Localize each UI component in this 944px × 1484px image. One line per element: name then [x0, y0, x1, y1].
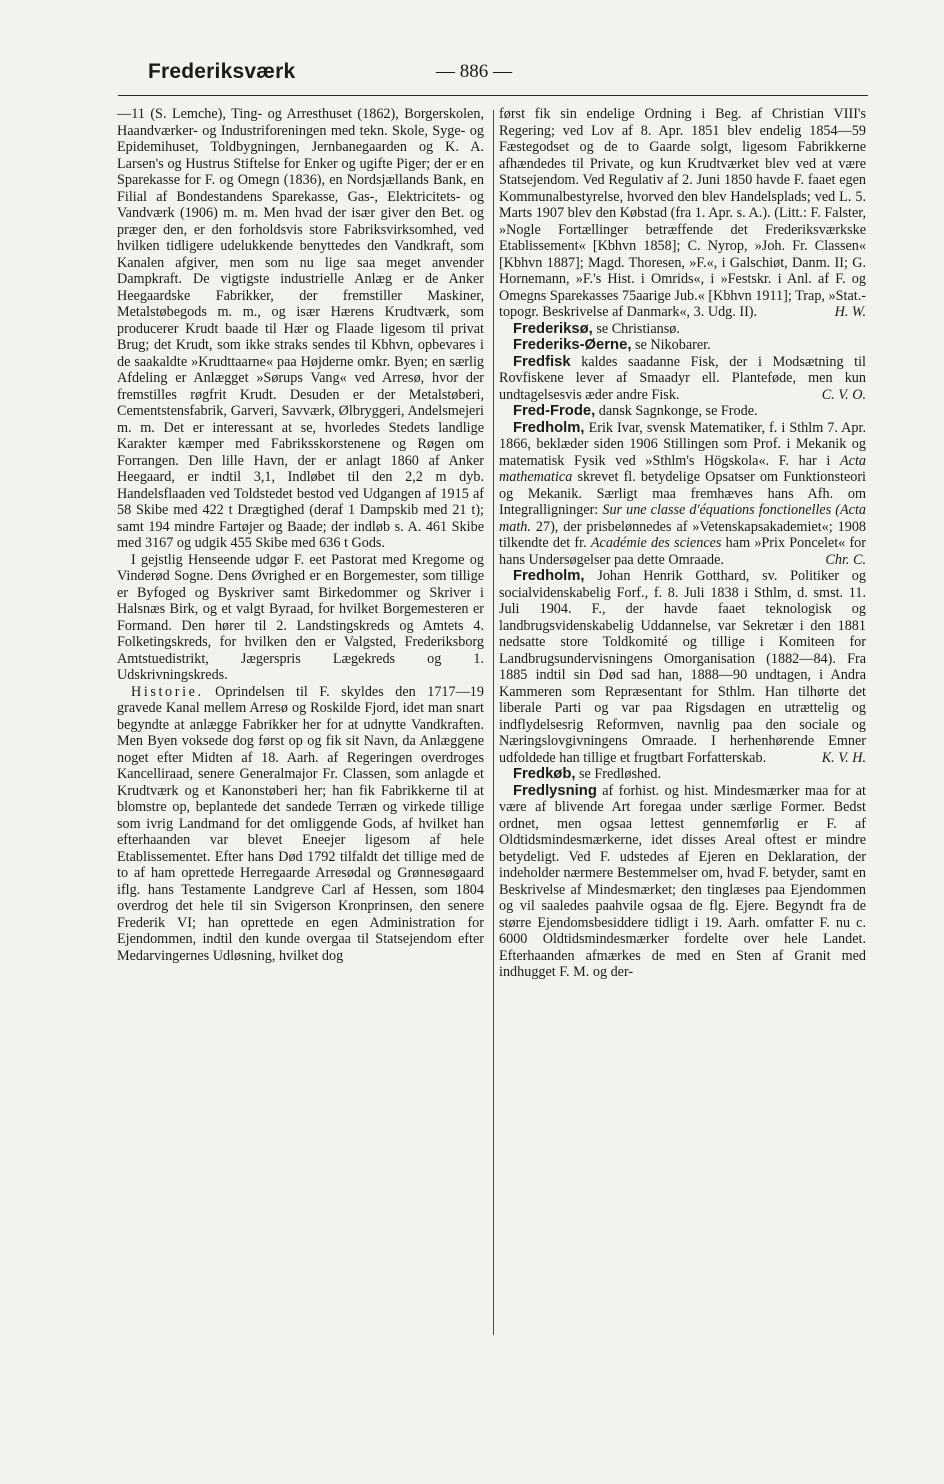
entry-fredkob — [499, 766, 866, 783]
paragraph — [117, 684, 484, 965]
entry-text: 27), der prisbelønnedes af »Vetenskapsakademiet«; 1908 tilkendte det fr. — [499, 518, 867, 551]
header-rule — [118, 95, 868, 96]
entry-fredholm-johan — [499, 568, 866, 766]
headword: Fredholm, — [513, 419, 585, 436]
column-divider — [493, 110, 494, 1335]
left-column — [117, 106, 484, 964]
headword: Fredlysning — [513, 782, 597, 799]
signature: Chr. C. — [825, 551, 866, 568]
entry-text: ham »Prix Poncelet« for hans Undersøgelser paa dette Omraade. — [499, 535, 867, 568]
entry-text: se Christiansø. — [596, 320, 680, 337]
entry-fredfisk — [499, 354, 866, 404]
headword: Fred-Frode, — [513, 403, 596, 419]
italic-title: Académie des sciences — [590, 535, 722, 551]
italic-title: Sur une classe d'équations fonctionelles (Acta math. — [499, 502, 867, 535]
running-head: Frederiksværk — [148, 60, 296, 83]
entry-fredlysning — [499, 783, 866, 981]
entry-text: af forhist. og hist. Mindesmærker maa for at være af blivende Art foregaa under særlige Former. Bedst ordnet, men ogsaa lettest gennemførlig er F. af Oldtidsmindesmærkerne, idet disses Areal oftest er mindre betydeligt. Ved F. udstedes af Ejeren en Deklaration, der indeholder nærmere Bestemmelser om, hvad F. betyder, samt en Beskrivelse af Mindesmærket; den tinglæses paa Ejendommen og vil saaledes paahvile ogsaa de flg. Ejere. Begyndt fra de større Ejendomsbesiddere tidligt i 19. Aarh. omfatter F. nu c. 6000 Oldtidsmindesmærker fordelte over hele Landet. Efterhaanden afmærkes de med en Sten af Granit med indhugget F. M. og der- — [499, 782, 867, 980]
entry-text: se Fredløshed. — [579, 766, 661, 782]
signature: C. V. O. — [821, 386, 866, 403]
headword: Fredkøb, — [513, 766, 576, 782]
entry-text: kaldes saadanne Fisk, der i Modsætning til Rovfiskene lever af Smaadyr ell. Planteføde, men kun undtagelsesvis æder andre Fisk. — [499, 353, 866, 403]
headword: Frederiks-Øerne, — [513, 337, 632, 353]
entry-fredholm-erik — [499, 420, 866, 569]
paragraph-text: først fik sin endelige Ordning i Beg. af Christian VIII's Regering; ved Lov af 8. Apr. 1851 blev endelig 1854—59 Fæstegodset og de to Gaarde solgt, ligesom Fabrikkerne afhændedes til Private, og kun Krudtværket blev ved at være Statsejendom. Ved Regulativ af 2. Juni 1850 havde F. faaet egen Kommunalbestyrelse, hvorved den blev Handelsplads; ved L. 5. Marts 1907 blev den Købstad (fra 1. Apr. s. A.). (Litt.: F. Falster, »Nogle Fortællinger betræffende det Frederiksværkske Etablissement« [Kbhvn 1858]; C. Nyrop, »Joh. Fr. Classen« [Kbhvn 1887]; Magd. Thoresen, »F.«, i Galschiøt, Danm. II; G. Hornemann, »F.'s Hist. i Omrids«, i »Festskr. i Anl. af F. og Omegns Sparekasses 75aarige Jub.« [Kbhvn 1911]; Trap, »Stat.-topogr. Beskrivelse af Danmark«, 3. Udg. II). — [499, 106, 866, 320]
paragraph — [499, 106, 866, 321]
headword: Frederiksø, — [513, 320, 593, 337]
section-label-historie: Historie. — [131, 683, 204, 700]
signature: H. W. — [834, 304, 866, 320]
italic-title: Acta mathematica — [499, 452, 866, 485]
entry-frederiks-oerne — [499, 337, 866, 354]
page-header — [118, 52, 870, 96]
entry-text: Johan Henrik Gotthard, sv. Politiker og socialvidenskabelig Forf., f. 8. Juli 1838 i Sthlm, d. smst. 11. Juli 1904. F., der havde faaet teknologisk og landbrugsvidenskabelig Uddannelse, var Sekretær i den 1881 nedsatte store Toldkomité og tillige i Komiteen for Landbrugsundervisningens Omorganisation (1882—84). Fra 1885 indtil sin Død sad han, 1888—90 undtagen, i Andra Kammeren som Repræsentant for Sthlm. Han tilhørte det liberale Parti og var paa Rigsdagen en utrættelig og indflydelsesrig Reformven, navnlig paa den sociale og Næringslovgivningens Omraade. I herhenhørende Emner udfoldede han tillige et frugtbart Forfatterskab. — [499, 568, 866, 766]
entry-text: se Nikobarer. — [634, 337, 711, 353]
entry-text: skrevet fl. betydelige Opsatser om Funktionsteori og Mekanik. Særligt maa fremhæves hans Afh. om Integralligninger: — [499, 469, 867, 518]
entry-fred-frode — [499, 403, 866, 420]
right-column — [499, 106, 866, 981]
entry-text: dansk Sagnkonge, se Frode. — [598, 403, 758, 419]
page-number: — 886 — — [436, 61, 512, 82]
headword: Fredholm, — [513, 568, 585, 584]
entry-frederikso — [499, 321, 866, 338]
signature: K. V. H. — [821, 749, 866, 766]
paragraph: I gejstlig Henseende udgør F. eet Pastorat med Kregome og Vinderød Sogne. Dens Øvrighed er en Borgemester, som tillige er Byfoged og Byskriver samt Birkedommer og Skriver i Halsnæs Birk, og et valgt Byraad, for hvilket Borgemesteren er Formand. Den hører til 2. Landstingskreds og Amtets 4. Folketingskreds, for hvilken den er Valgsted, Frederiksborg Amtstuedistrikt, Jægerspris Lægekreds og 1. Udskrivningskreds. — [117, 551, 484, 683]
headword: Fredfisk — [513, 353, 571, 370]
paragraph: —11 (S. Lemche), Ting- og Arresthuset (1862), Borgerskolen, Haandværker- og Industriforeningen med tekn. Skole, Syge- og Epidemihuset, Toldbygningen, Jernbanegaarden og K. A. Larsen's og Hustrus Stiftelse for Enker og ugifte Piger; der er en Sparekasse for F. og Omegn (1836), en Nordsjællands Bank, en Filial af Bondestandens Sparekasse, Gas-, Elektricitets- og Vandværk (1906) m. m. Men hvad der især giver den Bet. og præger den, er den forholdsvis store Fabriksvirksomhed, ved hvilken tidligere udelukkende benyttedes den Vandkraft, som Kanalen afgiver, men som nu lige saa meget anvender Dampkraft. De vigtigste industrielle Anlæg er de Anker Heegaardske Fabrikker, der fremstiller Maskiner, Metalstøbegods m. m., og især Hærens Krudtværk, som producerer Krudt baade til Hær og Flaade ligesom til privat Brug; det Krudt, som ikke straks sendes til Kbhvn, opbevares i de saakaldte »Krudttaarne« paa Højderne omkr. Byen; en særlig Afdeling er Anlægget »Sørups Vang« ved Arresø, hvor der fremstilles røgfrit Krudt. Desuden er der Metalstøberi, Cementstensfabrik, Garveri, Savværk, Ølbryggeri, Andelsmejeri m. m. Det er interessant at se, hvorledes Stedets landlige Karakter kæmper med Fabriksskorstenene og Røgen om Forrangen. Den lille Havn, der er anlagt 1860 af Anker Heegaard, er indtil 3,1, Indløbet til den 2,2 m dyb. Handelsflaaden ved Toldstedet bestod ved Udgangen af 1915 af 58 Skibe med 422 t Drægtighed (deraf 1 Dampskib med 21 t); samt 194 mindre Fartøjer og Baade; der indløb s. A. 461 Skibe med 3167 og udgik 455 Skibe med 636 t Gods. — [117, 106, 484, 551]
paragraph-text: Oprindelsen til F. skyldes den 1717—19 gravede Kanal mellem Arresø og Roskilde Fjord, idet man snart begyndte at anlægge Fabrikker her for at udnytte Vandkraften. Men Byen voksede dog først op og fik sit Navn, da Anlæggene noget efter Midten af 18. Aarh. af Regeringen overdroges Kancelliraad, senere Generalmajor Fr. Classen, som anlagde et Krudtværk og et Kanonstøberi her; han fik Fabrikkerne til at blomstre op, beplantede det sandede Terræn og virkede tillige som ivrig Landmand for det omliggende Gods, af hvilket han efterhaanden var blevet Eneejer ligesom af hele Etablissementet. Efter hans Død 1792 tilfaldt det tillige med de to af ham oprettede Herregaarde Arresødal og Grønnesøgaard iflg. hans Testamente Landgreve Carl af Hessen, som 1804 overdrog det hele til sin Svigerson Kronprinsen, den senere Frederik VI; han oprettede en egen Administration for Ejendommen, indtil den kunde overgaa til Statsejendom efter Medarvingernes Udløsning, hvilket dog — [117, 683, 484, 964]
entry-text: Erik Ivar, svensk Matematiker, f. i Sthlm 7. Apr. 1866, beklæder siden 1906 Stillingen som Prof. i Mekanik og matematisk Fysik ved »Sthlm's Högskola«. F. har i — [499, 419, 866, 469]
